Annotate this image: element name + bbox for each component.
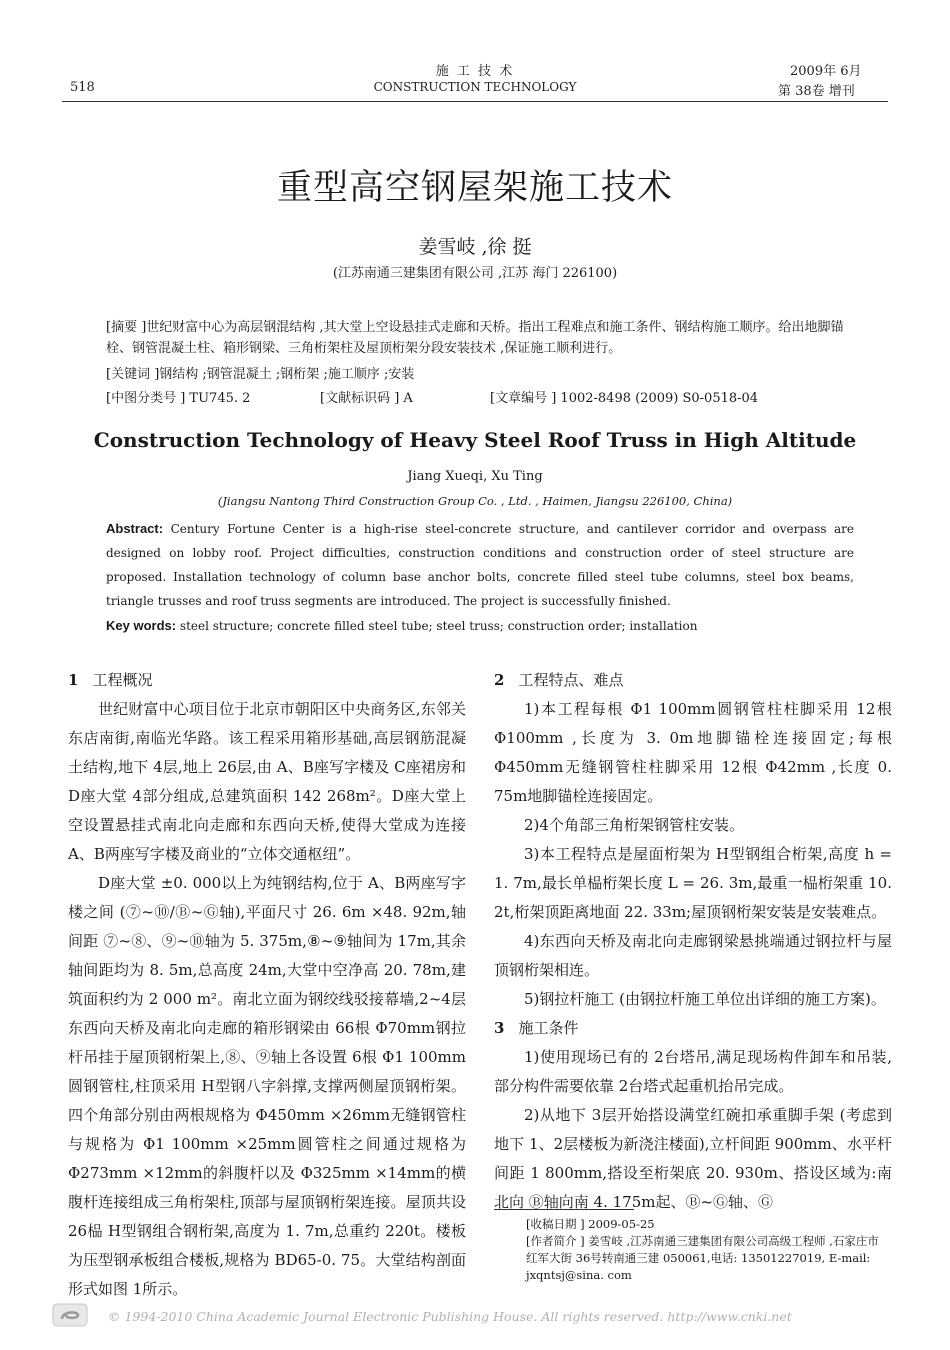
copyright-footer: © 1994-2010 China Academic Journal Electronic Publishing House. All rights reserved. http://www.cnki.net xyxy=(108,1309,792,1324)
section-title: 工程概况 xyxy=(92,671,153,689)
article-number-label: [文章编号 ] xyxy=(490,391,557,406)
abstract-cn-text: 世纪财富中心为高层钢混结构 ,其大堂上空设悬挂式走廊和天桥。指出工程难点和施工条件、钢结构施工顺序。给出地脚锚栓、钢管混凝土柱、箱形钢梁、三角桁架柱及屋顶桁架分段安装技术 ,保证施工顺利进行。 xyxy=(106,320,844,356)
cnki-logo-icon xyxy=(52,1303,88,1327)
section-heading-1 xyxy=(68,666,466,695)
issue-date: 2009年 6月 xyxy=(790,64,862,79)
keywords-en-label: Key words: xyxy=(106,618,177,633)
list-item: 2)从地下 3层开始搭设满堂红碗扣承重脚手架 (考虑到地下 1、2层楼板为新浇注楼面),立杆间距 900mm、水平杆间距 1 800mm,搭设至桁架底 20. 930m、搭设区域为:南北向 Ⓑ轴向南 4. 175m起、Ⓑ~Ⓖ轴、Ⓖ xyxy=(494,1106,892,1211)
authors: 姜雪岐 ,徐 挺 xyxy=(418,236,532,258)
keywords-en xyxy=(106,618,854,633)
list-item: 3)本工程特点是屋面桁架为 H型钢组合桁架,高度 h = 1. 7m,最长单榀桁架长度 L = 26. 3m,最重一榀桁架重 10. 2t,桁架顶距离地面 22. 33m;屋顶钢桁架安装是安装难点。 xyxy=(494,845,892,921)
clc-label: [中图分类号 ] xyxy=(106,391,186,406)
section-number: 2 xyxy=(494,671,505,689)
paragraph: D座大堂 ±0. 000以上为纯钢结构,位于 A、B两座写字楼之间 (⑦~⑩/Ⓑ~Ⓖ轴),平面尺寸 26. 6m ×48. 92m,轴间距 ⑦~⑧、⑨~⑩轴为 5. 375m,⑧~⑨轴间为 17m,其余轴间距均为 8. 5m,总高度 24m,大堂中空净高 20. 78m,建筑面积约为 2 000 m²。南北立面为钢绞线驳接幕墙,2~4层东西向天桥及南北向走廊的箱形钢梁由 66根 Φ70mm钢拉杆吊挂于屋顶钢桁架上,⑧、⑨轴上各设置 6根 Φ1 100mm圆钢管柱,柱顶采用 H型钢八字斜撑,支撑两侧屋顶钢桁架。四个角部分别由两根规格为 Φ450mm ×26mm无缝钢管柱与规格为 Φ1 100mm ×25mm圆管柱之间通过规格为 Φ273mm ×12mm的斜腹杆以及 Φ325mm ×14mm的横腹杆连接组成三角桁架柱,顶部与屋顶钢桁架连接。屋顶共设 26榀 H型钢组合钢桁架,高度为 1. 7m,总重约 220t。楼板为压型钢承板组合楼板,规格为 BD65-0. 75。大堂结构剖面形式如图 1所示。 xyxy=(68,874,466,1298)
section-number: 3 xyxy=(494,1019,505,1037)
page-number: 518 xyxy=(70,80,95,95)
list-item: 4)东西向天桥及南北向走廊钢梁悬挑端通过钢拉杆与屋顶钢桁架相连。 xyxy=(494,932,892,979)
keywords-en-text: steel structure; concrete filled steel tube; steel truss; construction order; installation xyxy=(179,619,698,633)
doc-code xyxy=(320,388,413,409)
section-title: 工程特点、难点 xyxy=(518,671,624,689)
paper-title: 重型高空钢屋架施工技术 xyxy=(276,168,673,208)
journal-name-en: CONSTRUCTION TECHNOLOGY xyxy=(373,80,577,94)
section-heading-2 xyxy=(494,666,892,695)
list-item: 2)4个角部三角桁架钢管柱安装。 xyxy=(524,816,744,834)
author-info: [作者简介 ] 姜雪岐 ,江苏南通三建集团有限公司高级工程师 ,石家庄市红军大街 36号转南通三建 050061,电话: 13501227019, E-mail: jxqntsj@sina. com xyxy=(526,1234,879,1282)
received-date: [收稿日期 ] 2009-05-25 xyxy=(526,1217,655,1231)
paper-title-en: Construction Technology of Heavy Steel Roof Truss in High Altitude xyxy=(93,428,857,452)
abstract-cn xyxy=(106,317,856,359)
authors-en: Jiang Xueqi, Xu Ting xyxy=(407,469,543,484)
affiliation-en: (Jiangsu Nantong Third Construction Group Co. , Ltd. , Haimen, Jiangsu 226100, China) xyxy=(217,494,733,508)
keywords-cn xyxy=(106,364,856,385)
abstract-en xyxy=(106,517,854,613)
clc-value: TU745. 2 xyxy=(189,391,251,406)
left-column xyxy=(68,666,466,1304)
right-column xyxy=(494,666,892,1217)
header-rule xyxy=(62,101,888,102)
abstract-en-text: Century Fortune Center is a high-rise steel-concrete structure, and cantilever corridor and overpass are designed on lobby roof. Project difficulties, construction conditions and construction order of steel structure are proposed. Installation technology of column base anchor bolts, concrete filled steel tube columns, steel box beams, triangle trusses and roof truss segments are introduced. The project is successfully finished. xyxy=(106,522,854,608)
volume-info: 第 38卷 增刊 xyxy=(778,84,855,99)
doc-code-value: A xyxy=(403,391,413,406)
footnote-rule xyxy=(494,1209,634,1210)
section-number: 1 xyxy=(68,671,79,689)
list-item: 1)本工程每根 Φ1 100mm圆钢管柱柱脚采用 12根 Φ100mm ,长度为 3. 0m地脚锚栓连接固定;每根 Φ450mm无缝钢管柱柱脚采用 12根 Φ42mm ,长度 0. 75m地脚锚栓连接固定。 xyxy=(494,700,892,805)
keywords-cn-text: 钢结构 ;钢管混凝土 ;钢桁架 ;施工顺序 ;安装 xyxy=(159,367,415,382)
affiliation: (江苏南通三建集团有限公司 ,江苏 海门 226100) xyxy=(332,266,618,281)
journal-name-cn: 施 工 技 术 xyxy=(435,64,515,79)
section-heading-3 xyxy=(494,1014,892,1043)
classification-row xyxy=(106,388,856,409)
list-item: 1)使用现场已有的 2台塔吊,满足现场构件卸车和吊装,部分构件需要依靠 2台塔式起重机抬吊完成。 xyxy=(494,1048,892,1095)
abstract-en-label: Abstract: xyxy=(106,521,164,536)
section-title: 施工条件 xyxy=(518,1019,579,1037)
paragraph: 世纪财富中心项目位于北京市朝阳区中央商务区,东邻关东店南街,南临光华路。该工程采用箱形基础,高层钢筋混凝土结构,地下 4层,地上 26层,由 A、B座写字楼及 C座裙房和 D座大堂 4部分组成,总建筑面积 142 268m²。D座大堂上空设置悬挂式南北向走廊和东西向天桥,使得大堂成为连接 A、B两座写字楼及商业的“立体交通枢纽”。 xyxy=(68,700,466,863)
list-item: 5)钢拉杆施工 (由钢拉杆施工单位出详细的施工方案)。 xyxy=(524,990,886,1008)
footnote xyxy=(526,1216,884,1284)
abstract-cn-label: [摘要 ] xyxy=(106,320,147,335)
article-number-value: 1002-8498 (2009) S0-0518-04 xyxy=(560,391,759,406)
article-number xyxy=(490,388,758,409)
doc-code-label: [文献标识码 ] xyxy=(320,391,400,406)
keywords-cn-label: [关键词 ] xyxy=(106,367,160,382)
